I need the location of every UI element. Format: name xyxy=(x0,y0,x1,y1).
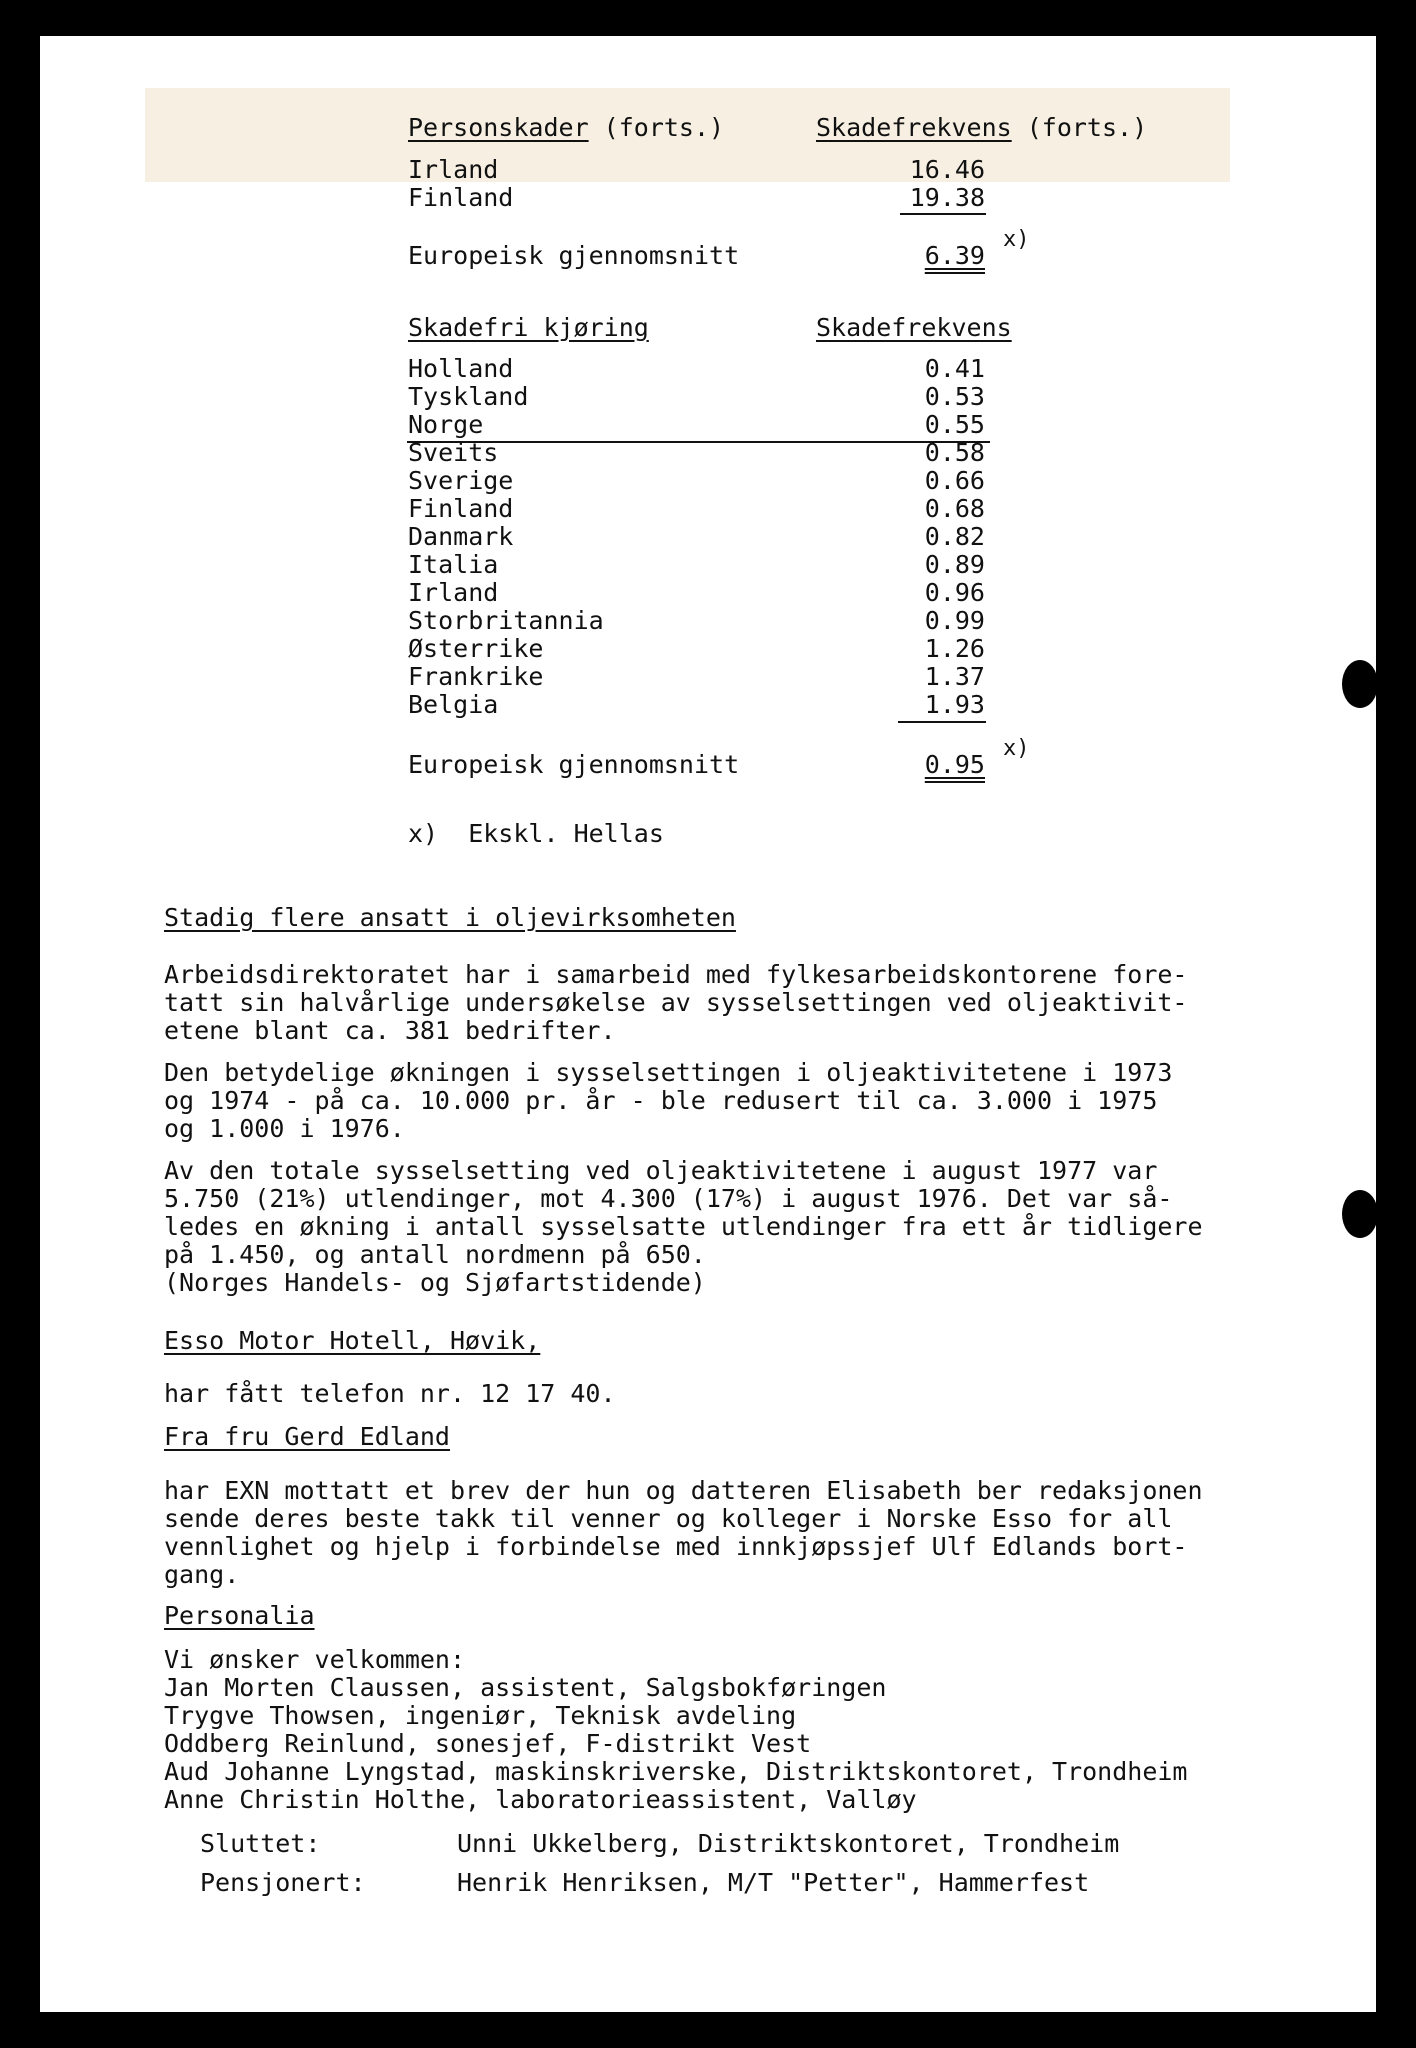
table2-avg-mark: x) xyxy=(1003,736,1030,761)
punch-hole xyxy=(1342,660,1378,708)
total-rule xyxy=(898,721,986,723)
pensjonert-value: Henrik Henriksen, M/T "Petter", Hammerfest xyxy=(457,1868,1090,1897)
esso-paragraph: har fått telefon nr. 12 17 40. xyxy=(164,1379,616,1408)
footnote: x) Ekskl. Hellas xyxy=(408,819,664,848)
oil-paragraph: Arbeidsdirektoratet har i samarbeid med fylkesarbeidskontorene fore- tatt sin halvårlige undersøkelse av sysselsettingen ved oljeaktivit- etene blant ca. 381 bedrifter. xyxy=(164,960,1188,1045)
table2-left-header: Skadefri kjøring xyxy=(408,313,649,342)
table2-right-header: Skadefrekvens xyxy=(816,313,1012,342)
table2-country: Finland xyxy=(408,494,514,523)
sluttet-value: Unni Ukkelberg, Distriktskontoret, Trondheim xyxy=(457,1829,1120,1858)
table2-country: Belgia xyxy=(408,690,499,719)
oil-paragraph: Den betydelige økningen i sysselsettingen i oljeaktivitetene i 1973 og 1974 - på ca. 10.000 pr. år - ble redusert til ca. 3.000 i 1975 og 1.000 i 1976. xyxy=(164,1058,1173,1143)
section-heading-edland: Fra fru Gerd Edland xyxy=(164,1422,450,1451)
table1-avg-mark: x) xyxy=(1003,227,1030,252)
table2-value: 0.82 xyxy=(924,522,985,551)
table2-avg-value: 0.95 xyxy=(924,750,985,779)
table1-right-header: Skadefrekvens (forts.) xyxy=(816,113,1148,142)
table2-value: 0.99 xyxy=(924,606,985,635)
table1-avg-value: 6.39 xyxy=(924,241,985,270)
table2-country: Irland xyxy=(408,578,499,607)
table2-country: Norge xyxy=(408,410,484,439)
table2-value: 0.55 xyxy=(924,410,985,439)
table2-value: 0.96 xyxy=(924,578,985,607)
table2-value: 0.68 xyxy=(924,494,985,523)
table2-value: 1.26 xyxy=(924,634,985,663)
table2-country: Storbritannia xyxy=(408,606,604,635)
table1-left-header: Personskader (forts.) xyxy=(408,113,725,142)
table2-country: Østerrike xyxy=(408,634,544,663)
table2-value: 1.37 xyxy=(924,662,985,691)
table2-value: 0.41 xyxy=(924,354,985,383)
table2-value: 0.89 xyxy=(924,550,985,579)
oil-paragraph: Av den totale sysselsetting ved oljeaktivitetene i august 1977 var 5.750 (21%) utlendinger, mot 4.300 (17%) i august 1976. Det var så- ledes en økning i antall sysselsatte utlendinger fra ett år tidligere på 1.450, og antall nordmenn på 650. (Norges Handels- og Sjøfartstidende) xyxy=(164,1156,1203,1297)
punch-hole xyxy=(1342,1190,1378,1238)
table1-value: 16.46 xyxy=(909,155,985,184)
section-heading-esso: Esso Motor Hotell, Høvik, xyxy=(164,1326,541,1355)
table2-country: Sveits xyxy=(408,438,499,467)
section-heading-personalia: Personalia xyxy=(164,1601,315,1630)
table2-country: Danmark xyxy=(408,522,514,551)
personalia-paragraph: Vi ønsker velkommen: Jan Morten Claussen, assistent, Salgsbokføringen Trygve Thowsen, ingeniør, Teknisk avdeling Oddberg Reinlund, sonesjef, F-distrikt Vest Aud Johanne Lyngstad, maskinskriverske, Distriktskontoret, Trondheim Anne Christin Holthe, laboratorieassistent, Valløy xyxy=(164,1645,1188,1814)
table1-country: Irland xyxy=(408,155,499,184)
table2-country: Italia xyxy=(408,550,499,579)
table2-value: 0.53 xyxy=(924,382,985,411)
table2-value: 0.66 xyxy=(924,466,985,495)
table1-value: 19.38 xyxy=(909,183,985,212)
edland-paragraph: har EXN mottatt et brev der hun og datteren Elisabeth ber redaksjonen sende deres beste takk til venner og kolleger i Norske Esso for all vennlighet og hjelp i forbindelse med innkjøpssjef Ulf Edlands bort- gang. xyxy=(164,1476,1203,1589)
table2-avg-label: Europeisk gjennomsnitt xyxy=(408,750,740,779)
table2-value: 1.93 xyxy=(924,690,985,719)
table1-avg-label: Europeisk gjennomsnitt xyxy=(408,241,740,270)
pensjonert-label: Pensjonert: xyxy=(200,1868,366,1897)
table1-country: Finland xyxy=(408,183,514,212)
table2-value: 0.58 xyxy=(924,438,985,467)
table2-country: Frankrike xyxy=(408,662,544,691)
table2-country: Holland xyxy=(408,354,514,383)
table2-country: Sverige xyxy=(408,466,514,495)
sluttet-label: Sluttet: xyxy=(200,1829,321,1858)
section-heading-oil: Stadig flere ansatt i oljevirksomheten xyxy=(164,903,736,932)
total-rule xyxy=(900,213,986,215)
table2-country: Tyskland xyxy=(408,382,529,411)
